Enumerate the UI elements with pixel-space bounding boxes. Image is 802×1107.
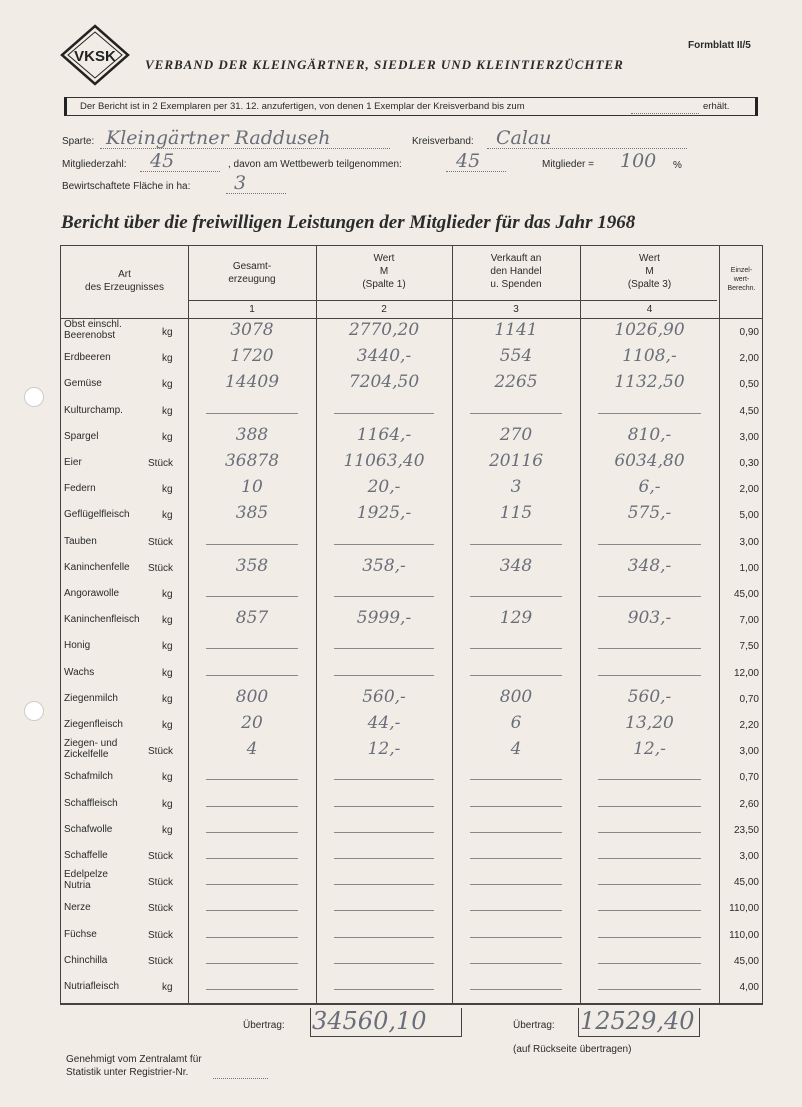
empty-cell-line	[206, 779, 298, 780]
table-cell[interactable]: 13,20	[625, 713, 674, 733]
empty-cell-line	[470, 910, 562, 911]
row-unit-price: 23,50	[733, 824, 759, 836]
row-unit-price: 3,00	[739, 746, 759, 758]
mitglieder-value[interactable]: 45	[150, 150, 175, 172]
empty-cell-line	[598, 858, 701, 859]
header-verkauft: Verkauft an den Handel u. Spenden	[490, 253, 542, 290]
row-unit-price: 45,00	[733, 955, 759, 967]
header-gesamt: Gesamt- erzeugung	[228, 261, 276, 285]
row-unit-price: 12,00	[733, 667, 759, 679]
row-unit-price: 45,00	[733, 589, 759, 600]
empty-cell-line	[598, 910, 701, 911]
table-cell[interactable]: 358,-	[362, 555, 406, 576]
row-unit-price: 4,00	[739, 982, 759, 993]
row-label: Schaffleisch	[64, 797, 118, 809]
row-unit: kg	[162, 615, 173, 627]
empty-cell-line	[206, 675, 298, 676]
row-unit-price: 5,00	[739, 510, 759, 522]
row-unit-price: 0,50	[739, 379, 759, 391]
row-unit-price: 4,50	[739, 405, 759, 417]
row-label: Honig	[64, 640, 91, 652]
notice-end: erhält.	[703, 101, 730, 112]
col-number: 2	[381, 304, 387, 315]
table-cell[interactable]: 4	[246, 739, 258, 760]
table-cell[interactable]: 11063,40	[343, 451, 425, 471]
table-cell[interactable]: 1132,50	[614, 372, 685, 393]
row-label: Ziegen- und Zickelfelle	[64, 738, 118, 761]
table-cell[interactable]: 6034,80	[614, 451, 685, 471]
empty-cell-line	[470, 675, 562, 676]
empty-cell-line	[470, 832, 562, 833]
table-cell[interactable]: 12,-	[633, 739, 666, 760]
wettbewerb-label: , davon am Wettbewerb teilgenommen:	[228, 159, 402, 170]
empty-cell-line	[334, 989, 434, 990]
sparte-value[interactable]: Kleingärtner Radduseh	[106, 127, 331, 149]
kreisverband-label: Kreisverband:	[412, 136, 474, 147]
row-label: Federn	[64, 483, 96, 495]
row-unit: Stück	[148, 877, 174, 889]
notice-date-line	[631, 101, 699, 114]
table-cell[interactable]: 7204,50	[348, 372, 420, 393]
empty-cell-line	[470, 596, 562, 597]
registration-line	[213, 1066, 268, 1079]
table-cell[interactable]: 348,-	[627, 555, 672, 576]
svg-text:VKSK: VKSK	[74, 48, 116, 65]
header-divider	[188, 300, 717, 301]
row-label: Schafmilch	[64, 771, 113, 783]
empty-cell-line	[206, 884, 298, 885]
empty-cell-line	[334, 596, 434, 597]
table-cell[interactable]: 5999,-	[356, 608, 412, 629]
table-cell[interactable]: 6,-	[638, 477, 661, 498]
row-unit: kg	[162, 693, 173, 705]
table-cell[interactable]: 560,-	[627, 686, 672, 707]
empty-cell-line	[334, 884, 434, 885]
row-label: Ziegenfleisch	[64, 719, 123, 730]
punch-hole	[24, 387, 44, 407]
empty-cell-line	[598, 675, 701, 676]
row-unit: kg	[162, 982, 173, 993]
empty-cell-line	[334, 413, 434, 414]
table-cell[interactable]: 129	[499, 608, 533, 629]
empty-cell-line	[206, 937, 298, 938]
row-unit-price: 110,00	[729, 929, 759, 941]
row-unit: kg	[162, 327, 173, 338]
table-cell[interactable]: 1141	[494, 320, 538, 340]
row-unit-price: 3,00	[739, 536, 759, 548]
kreisverband-value[interactable]: Calau	[496, 127, 552, 149]
report-table	[60, 245, 763, 1005]
table-cell[interactable]: 270	[499, 424, 533, 445]
ubertrag-label-2: Übertrag:	[513, 1020, 555, 1031]
row-unit: Stück	[148, 903, 174, 915]
empty-cell-line	[334, 832, 434, 833]
empty-cell-line	[598, 832, 701, 833]
empty-cell-line	[206, 858, 298, 859]
row-label: Schafwolle	[64, 823, 113, 835]
row-label: Gemüse	[64, 378, 102, 390]
row-label: Eier	[64, 457, 82, 468]
row-unit-price: 1,00	[739, 562, 759, 574]
table-bottom	[61, 1003, 762, 1004]
form-id: Formblatt II/5	[688, 40, 751, 51]
table-cell[interactable]: 2770,20	[348, 320, 420, 340]
table-cell[interactable]: 10	[241, 477, 263, 498]
row-label: Kulturchamp.	[64, 404, 123, 416]
empty-cell-line	[334, 779, 434, 780]
empty-cell-line	[598, 544, 701, 545]
table-cell[interactable]: 903,-	[627, 608, 672, 629]
row-label: Angorawolle	[64, 588, 120, 599]
row-unit-price: 3,00	[739, 851, 759, 862]
empty-cell-line	[598, 413, 701, 414]
ubertrag-value-1[interactable]: 34560,10	[312, 1007, 427, 1035]
empty-cell-line	[470, 989, 562, 990]
ubertrag-value-2[interactable]: 12529,40	[580, 1007, 695, 1035]
row-unit-price: 45,00	[733, 877, 759, 889]
row-unit: Stück	[148, 929, 174, 941]
empty-cell-line	[334, 544, 434, 545]
table-cell[interactable]: 6	[510, 713, 522, 733]
empty-cell-line	[206, 832, 298, 833]
row-label: Tauben	[64, 535, 97, 547]
empty-cell-line	[334, 806, 434, 807]
empty-cell-line	[470, 858, 562, 859]
empty-cell-line	[206, 806, 298, 807]
empty-cell-line	[334, 963, 434, 964]
row-unit: kg	[162, 720, 173, 731]
row-label: Wachs	[64, 666, 95, 678]
col-number: 3	[513, 304, 519, 315]
flaeche-value[interactable]: 3	[234, 172, 247, 194]
table-cell[interactable]: 800	[235, 686, 269, 707]
row-label: Nerze	[64, 902, 91, 914]
row-unit: kg	[162, 405, 173, 417]
empty-cell-line	[334, 675, 434, 676]
report-title: Bericht über die freiwilligen Leistungen der Mitglieder für das Jahr 1968	[61, 212, 636, 233]
percent-sign: %	[673, 160, 682, 171]
carry-note: (auf Rückseite übertragen)	[513, 1044, 632, 1055]
row-unit-price: 2,20	[739, 720, 759, 731]
row-unit: Stück	[148, 955, 174, 967]
row-unit: Stück	[148, 536, 174, 548]
table-cell[interactable]: 1720	[230, 346, 274, 367]
table-cell[interactable]: 575,-	[627, 503, 672, 524]
table-cell[interactable]: 1026,90	[614, 320, 685, 340]
table-cell[interactable]: 12,-	[367, 739, 401, 760]
empty-cell-line	[598, 884, 701, 885]
table-cell[interactable]: 348	[499, 555, 533, 576]
row-unit: kg	[162, 510, 173, 522]
col-number: 4	[646, 304, 653, 315]
empty-cell-line	[334, 648, 434, 649]
row-unit: kg	[162, 379, 173, 391]
table-cell[interactable]: 560,-	[362, 686, 406, 707]
header-bottom	[61, 318, 762, 319]
empty-cell-line	[206, 989, 298, 990]
table-cell[interactable]: 20,-	[367, 477, 401, 498]
notice-text: Der Bericht ist in 2 Exemplaren per 31. 12. anzufertigen, von denen 1 Exemplar der Kreisverband bis zum	[80, 101, 525, 112]
empty-cell-line	[598, 937, 701, 938]
empty-cell-line	[206, 544, 298, 545]
ubertrag-label: Übertrag:	[243, 1020, 285, 1031]
row-label: Schaffelle	[64, 850, 108, 861]
empty-cell-line	[206, 910, 298, 911]
empty-cell-line	[470, 963, 562, 964]
empty-cell-line	[206, 963, 298, 964]
empty-cell-line	[334, 858, 434, 859]
table-cell[interactable]: 14409	[224, 372, 280, 393]
row-unit-price: 110,00	[729, 903, 759, 915]
row-unit: Stück	[148, 746, 174, 758]
row-unit: kg	[162, 824, 173, 836]
row-unit-price: 0,70	[739, 772, 759, 784]
row-unit: Stück	[148, 851, 174, 862]
row-label: Chinchilla	[64, 954, 108, 966]
empty-cell-line	[334, 910, 434, 911]
empty-cell-line	[334, 937, 434, 938]
col-number: 1	[249, 304, 255, 315]
row-label: Ziegenmilch	[64, 692, 118, 704]
empty-cell-line	[598, 779, 701, 780]
header-art: Art des Erzeugnisses	[85, 269, 164, 293]
table-cell[interactable]: 20116	[488, 451, 544, 471]
row-unit-price: 3,00	[739, 431, 759, 443]
row-unit: kg	[162, 484, 173, 496]
row-unit-price: 7,50	[739, 641, 759, 653]
punch-hole	[24, 701, 44, 721]
table-cell[interactable]: 3078	[230, 320, 274, 340]
empty-cell-line	[598, 989, 701, 990]
table-cell[interactable]: 44,-	[367, 713, 401, 733]
empty-cell-line	[598, 648, 701, 649]
row-unit-price: 7,00	[739, 615, 759, 627]
table-cell[interactable]: 385	[235, 503, 269, 524]
row-label: Obst einschl. Beerenobst	[64, 319, 122, 341]
table-cell[interactable]: 3	[510, 477, 522, 498]
row-label: Füchse	[64, 928, 97, 940]
table-cell[interactable]: 115	[499, 503, 533, 524]
mitglieder-pct-label: Mitglieder =	[542, 159, 594, 170]
flaeche-label: Bewirtschaftete Fläche in ha:	[62, 181, 191, 192]
empty-cell-line	[598, 596, 701, 597]
row-unit: kg	[162, 667, 173, 679]
wettbewerb-value[interactable]: 45	[456, 150, 481, 172]
row-label: Spargel	[64, 430, 99, 442]
mitglieder-pct-value[interactable]: 100	[620, 150, 657, 172]
table-cell[interactable]: 1925,-	[356, 503, 412, 524]
empty-cell-line	[206, 413, 298, 414]
row-label: Kaninchenfelle	[64, 561, 130, 573]
empty-cell-line	[470, 413, 562, 414]
row-unit: kg	[162, 798, 173, 810]
row-label: Erdbeeren	[64, 352, 111, 364]
row-unit: kg	[162, 431, 173, 443]
row-unit: kg	[162, 589, 173, 600]
table-cell[interactable]: 800	[499, 686, 533, 707]
row-unit-price: 2,60	[739, 798, 759, 810]
table-cell[interactable]: 388	[235, 424, 269, 445]
vksk-logo	[60, 24, 130, 86]
empty-cell-line	[598, 963, 701, 964]
row-unit: Stück	[148, 458, 174, 469]
table-cell[interactable]: 857	[235, 608, 269, 629]
row-unit: kg	[162, 353, 173, 365]
empty-cell-line	[470, 648, 562, 649]
row-unit-price: 2,00	[739, 353, 759, 365]
empty-cell-line	[470, 884, 562, 885]
mitglieder-label: Mitgliederzahl:	[62, 159, 127, 170]
row-unit: kg	[162, 772, 173, 784]
row-unit: Stück	[148, 562, 174, 574]
table-cell[interactable]: 20	[241, 713, 263, 733]
empty-cell-line	[206, 596, 298, 597]
row-label: Geflügelfleisch	[64, 509, 130, 521]
empty-cell-line	[206, 648, 298, 649]
table-cell[interactable]: 554	[499, 346, 533, 367]
table-cell[interactable]: 1108,-	[622, 346, 677, 367]
organization-name: VERBAND DER KLEINGÄRTNER, SIEDLER UND KLEINTIERZÜCHTER	[145, 57, 624, 72]
row-unit-price: 0,90	[739, 327, 759, 338]
header-einzel: Einzel- wert- Berechn.	[727, 267, 756, 292]
row-label: Edelpelze Nutria	[64, 869, 108, 892]
row-unit-price: 2,00	[739, 484, 759, 496]
approval-note: Genehmigt vom Zentralamt für Statistik unter Registrier-Nr.	[66, 1054, 202, 1078]
header-wert3: Wert M (Spalte 3)	[627, 253, 672, 290]
table-cell[interactable]: 2265	[494, 372, 538, 393]
table-cell[interactable]: 358	[235, 555, 269, 576]
table-cell[interactable]: 3440,-	[356, 346, 412, 367]
row-label: Nutriafleisch	[64, 981, 120, 992]
row-unit-price: 0,30	[739, 458, 759, 469]
empty-cell-line	[470, 806, 562, 807]
row-unit: kg	[162, 641, 173, 653]
sparte-label: Sparte:	[62, 136, 95, 147]
empty-cell-line	[470, 779, 562, 780]
table-cell[interactable]: 1164,-	[356, 424, 412, 445]
header-wert1: Wert M (Spalte 1)	[362, 253, 406, 290]
table-cell[interactable]: 810,-	[627, 424, 672, 445]
row-label: Kaninchenfleisch	[64, 614, 140, 626]
row-unit-price: 0,70	[739, 693, 759, 705]
empty-cell-line	[598, 806, 701, 807]
empty-cell-line	[470, 544, 562, 545]
empty-cell-line	[470, 937, 562, 938]
table-cell[interactable]: 4	[510, 739, 522, 760]
table-cell[interactable]: 36878	[224, 451, 280, 471]
